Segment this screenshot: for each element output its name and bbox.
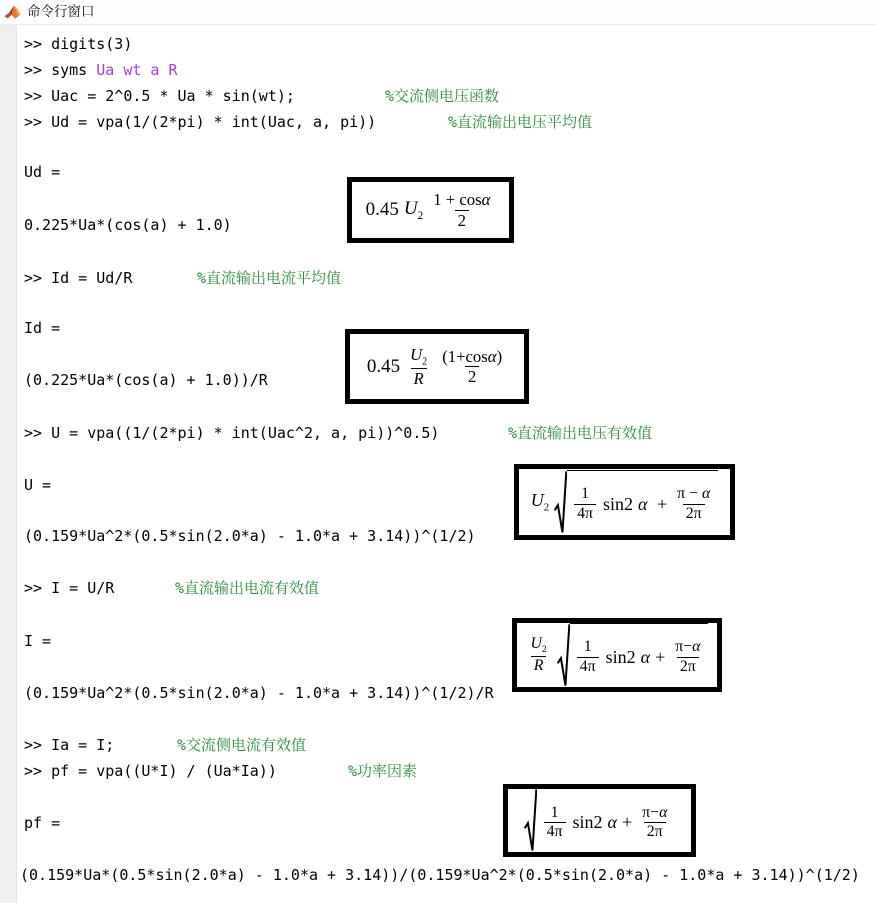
math-variable: α <box>481 190 491 210</box>
math-fraction <box>544 804 566 841</box>
math-numerator <box>639 804 670 822</box>
command-prompt: >> <box>24 736 52 754</box>
math-variable: $U_2$ <box>530 634 547 655</box>
math-fraction <box>574 485 596 522</box>
math-square-root <box>554 470 718 535</box>
math-numerator <box>578 485 592 503</box>
math-numerator <box>407 345 430 368</box>
command-prompt: >> <box>24 762 52 780</box>
command-text: Ud = <box>24 163 61 181</box>
command-prompt: >> <box>24 87 52 105</box>
math-text: 2π <box>685 504 702 522</box>
syms-variables-text: Ua wt a R <box>96 61 178 79</box>
command-text: Id = <box>24 319 61 337</box>
radical-icon <box>557 623 570 688</box>
math-variable: R <box>533 656 544 674</box>
window-titlebar <box>0 0 876 25</box>
formula-box-ud <box>347 177 514 243</box>
formula-box-i <box>512 618 722 692</box>
math-numerator <box>430 190 493 209</box>
command-text: (0.159*Ua^2*(0.5*sin(2.0*a) - 1.0*a + 3.14))^(1/2)/R <box>24 684 494 702</box>
math-text: + <box>652 493 668 514</box>
command-text: U = <box>24 476 52 494</box>
math-text: sin2 <box>572 812 603 832</box>
math-text: 0.45 <box>366 355 401 377</box>
math-denominator <box>577 657 599 676</box>
math-subscript: 2 <box>417 209 424 222</box>
command-text: I = <box>24 632 52 650</box>
command-text: pf = vpa((U*I) / (Ua*Ia)) <box>51 762 277 780</box>
command-text: I = U/R <box>51 579 115 597</box>
math-text: 1 <box>550 803 559 821</box>
window-title: 命令行窗口 <box>27 4 95 20</box>
command-prompt: >> <box>24 113 52 131</box>
math-variable: α <box>487 346 497 366</box>
math-text: 4π <box>579 657 596 675</box>
math-numerator <box>672 638 703 656</box>
command-prompt: >> <box>24 424 52 442</box>
math-denominator <box>465 366 479 386</box>
math-radicand <box>567 470 718 535</box>
math-fraction <box>577 638 599 675</box>
math-variable: $U_2$ <box>403 198 424 222</box>
math-denominator <box>544 822 566 841</box>
radical-icon <box>524 788 537 853</box>
command-text: syms <box>51 61 97 79</box>
math-denominator <box>455 210 469 230</box>
math-text: 2 <box>457 210 467 230</box>
math-fraction <box>528 635 550 675</box>
math-text: sin2 <box>603 493 634 514</box>
math-text: π− <box>642 803 660 821</box>
command-text: (0.225*Ua*(cos(a) + 1.0))/R <box>24 371 268 389</box>
math-subscript: 2 <box>543 501 550 514</box>
inline-comment: %直流输出电压有效值 <box>508 424 653 442</box>
inline-comment: %直流输出电流有效值 <box>175 579 320 597</box>
math-text: (1+cos <box>442 346 488 366</box>
inline-comment: %交流侧电压函数 <box>385 87 500 105</box>
command-text: (0.159*Ua^2*(0.5*sin(2.0*a) - 1.0*a + 3.14))^(1/2) <box>24 527 476 545</box>
command-text: Ia = I; <box>51 736 115 754</box>
math-text: 1 + cos <box>433 190 482 210</box>
math-variable: α <box>692 638 701 656</box>
math-numerator <box>674 485 713 503</box>
math-numerator <box>528 635 550 656</box>
math-fraction <box>439 347 505 386</box>
math-text: 2 <box>467 367 477 386</box>
command-text: Uac = 2^0.5 * Ua * sin(wt); <box>51 87 295 105</box>
math-text: 2π <box>646 823 663 840</box>
formula-box-u <box>514 464 735 540</box>
math-text: π− <box>675 638 693 656</box>
math-text: 4π <box>577 504 594 522</box>
command-text: Id = Ud/R <box>51 269 133 287</box>
math-fraction <box>672 638 703 675</box>
inline-comment: %交流侧电流有效值 <box>177 736 307 754</box>
math-square-root <box>557 623 709 688</box>
math-fraction <box>639 804 670 841</box>
inline-comment: %功率因素 <box>348 762 418 780</box>
math-text: ) <box>496 346 503 366</box>
command-text: (0.159*Ua*(0.5*sin(2.0*a) - 1.0*a + 3.14))/(0.159*Ua^2*(0.5*sin(2.0*a) - 1.0*a + 3.14))^(1/2) <box>20 866 860 884</box>
math-denominator <box>644 822 666 841</box>
math-text: π − <box>677 485 702 503</box>
math-text: 4π <box>546 823 563 840</box>
math-variable: $U_2$ <box>410 344 428 368</box>
math-text: + <box>621 812 633 832</box>
math-text: 2π <box>679 657 696 675</box>
math-subscript: 2 <box>422 356 428 368</box>
math-text: 1 <box>581 485 590 503</box>
math-numerator <box>439 347 505 366</box>
radical-icon <box>554 470 567 535</box>
math-variable: α <box>659 803 668 821</box>
math-numerator <box>581 638 595 656</box>
math-variable: R <box>413 368 424 388</box>
formula-box-pf <box>503 784 696 857</box>
math-subscript: 2 <box>541 645 547 655</box>
command-prompt: >> <box>24 579 52 597</box>
math-text: + <box>655 646 666 667</box>
math-variable: $U_2$ <box>530 490 550 514</box>
math-text: 1 <box>583 638 592 656</box>
command-text: U = vpa((1/(2*pi) * int(Uac^2, a, pi))^0.5) <box>51 424 440 442</box>
math-radicand <box>537 788 676 853</box>
matlab-logo-icon <box>4 4 21 21</box>
command-text: digits(3) <box>51 35 133 53</box>
math-denominator <box>531 656 547 675</box>
math-denominator <box>574 504 596 523</box>
math-variable: α <box>607 812 617 832</box>
math-text: sin2 <box>605 646 636 667</box>
command-text: pf = <box>24 814 61 832</box>
math-fraction <box>407 345 430 388</box>
math-denominator <box>683 504 705 523</box>
math-square-root <box>524 788 676 853</box>
math-denominator <box>677 657 699 676</box>
math-denominator <box>411 368 427 388</box>
inline-comment: %直流输出电压平均值 <box>448 113 593 131</box>
command-prompt: >> <box>24 61 52 79</box>
math-fraction <box>430 190 493 229</box>
math-radicand <box>570 623 709 688</box>
command-text: Ud = vpa(1/(2*pi) * int(Uac, a, pi)) <box>51 113 377 131</box>
math-numerator <box>548 804 562 822</box>
command-prompt: >> <box>24 269 52 287</box>
command-prompt: >> <box>24 35 52 53</box>
math-variable: α <box>640 646 651 667</box>
inline-comment: %直流输出电流平均值 <box>197 269 342 287</box>
formula-box-id <box>345 329 529 404</box>
math-fraction <box>674 485 713 522</box>
math-variable: α <box>638 493 648 514</box>
math-variable: α <box>701 485 711 503</box>
math-text: 0.45 <box>365 199 399 220</box>
command-text: 0.225*Ua*(cos(a) + 1.0) <box>24 216 232 234</box>
